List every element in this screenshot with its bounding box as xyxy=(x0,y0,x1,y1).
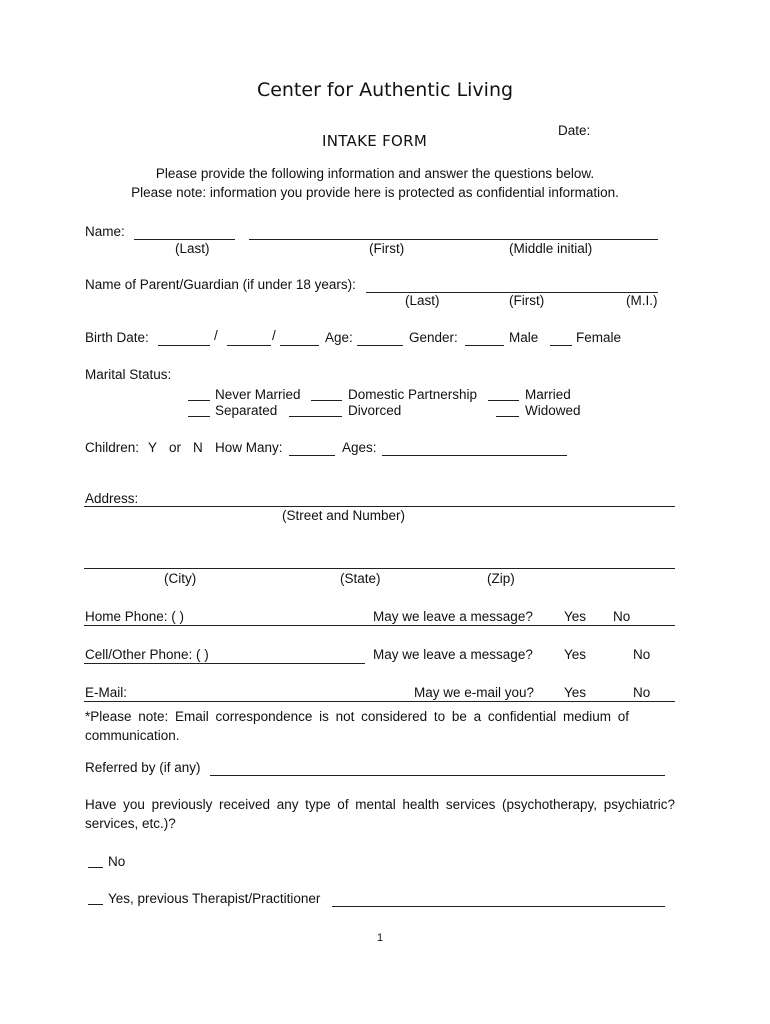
no-services-label: No xyxy=(108,854,126,869)
marital-status-label: Marital Status: xyxy=(85,367,172,382)
domestic-partnership-label: Domestic Partnership xyxy=(348,387,478,402)
how-many-label: How Many: xyxy=(215,440,283,455)
gender-male-label: Male xyxy=(509,330,539,345)
gender-female-blank[interactable] xyxy=(550,325,572,346)
how-many-field[interactable] xyxy=(289,435,335,456)
birth-date-label: Birth Date: xyxy=(85,330,149,345)
birth-date-separator-1: / xyxy=(214,328,218,343)
guardian-name-field[interactable] xyxy=(366,272,658,293)
mental-health-question: Have you previously received any type of mental health services (psychotherapy, psychiatric? services, etc.)? xyxy=(85,797,675,831)
age-label: Age: xyxy=(325,330,353,345)
home-message-no[interactable]: No xyxy=(613,609,631,624)
cell-message-no[interactable]: No xyxy=(633,647,651,662)
cell-message-yes[interactable]: Yes xyxy=(564,647,587,662)
email-no[interactable]: No xyxy=(633,685,651,700)
date-field[interactable] xyxy=(596,121,690,141)
last-name-field[interactable] xyxy=(134,219,235,240)
first-middle-name-field[interactable] xyxy=(249,219,658,240)
date-label: Date: xyxy=(558,123,591,138)
separated-blank[interactable] xyxy=(188,399,210,417)
married-label: Married xyxy=(525,387,571,402)
birth-year-field[interactable] xyxy=(280,325,319,346)
middle-initial-caption: (Middle initial) xyxy=(509,241,593,256)
children-or-text: or xyxy=(169,440,182,455)
guardian-first-caption: (First) xyxy=(509,293,545,308)
cell-phone-label: Cell/Other Phone: ( ) xyxy=(85,647,209,662)
street-field[interactable] xyxy=(84,486,675,507)
city-caption: (City) xyxy=(164,571,197,586)
email-label: E-Mail: xyxy=(85,685,128,700)
home-message-question: May we leave a message? xyxy=(373,609,533,624)
referred-by-field[interactable] xyxy=(210,755,665,776)
no-services-blank[interactable] xyxy=(88,852,103,868)
email-question: May we e-mail you? xyxy=(414,685,535,700)
home-phone-label: Home Phone: ( ) xyxy=(85,609,185,624)
guardian-label: Name of Parent/Guardian (if under 18 years): xyxy=(85,277,356,292)
previous-therapist-field[interactable] xyxy=(332,886,665,907)
age-field[interactable] xyxy=(357,325,403,346)
children-yes-option[interactable]: Y xyxy=(148,440,158,455)
widowed-blank[interactable] xyxy=(496,399,519,417)
form-title: INTAKE FORM xyxy=(322,132,428,150)
page-number: 1 xyxy=(377,932,384,944)
city-state-zip-field[interactable] xyxy=(84,548,675,569)
children-label: Children: xyxy=(85,440,140,455)
zip-caption: (Zip) xyxy=(487,571,515,586)
gender-label: Gender: xyxy=(409,330,458,345)
divorced-blank[interactable] xyxy=(289,399,342,417)
last-name-caption: (Last) xyxy=(175,241,210,256)
guardian-mi-caption: (M.I.) xyxy=(626,293,658,308)
email-yes[interactable]: Yes xyxy=(564,685,587,700)
separated-label: Separated xyxy=(215,403,278,418)
cell-message-question: May we leave a message? xyxy=(373,647,533,662)
intro-line-1: Please provide the following information and answer the questions below. xyxy=(155,166,595,181)
divorced-label: Divorced xyxy=(348,403,402,418)
address-label: Address: xyxy=(85,491,139,506)
gender-female-label: Female xyxy=(576,330,622,345)
birth-day-field[interactable] xyxy=(227,325,271,346)
email-confidentiality-note: *Please note: Email correspondence is not considered to be a confidential medium of communication. xyxy=(85,709,629,743)
widowed-label: Widowed xyxy=(525,403,581,418)
name-label: Name: xyxy=(85,224,125,239)
referred-by-label: Referred by (if any) xyxy=(85,760,201,775)
birth-month-field[interactable] xyxy=(158,325,210,346)
first-name-caption: (First) xyxy=(369,241,405,256)
intro-line-2: Please note: information you provide here is protected as confidential information. xyxy=(131,185,619,200)
organization-title: Center for Authentic Living xyxy=(256,79,514,101)
guardian-last-caption: (Last) xyxy=(405,293,440,308)
email-field[interactable] xyxy=(84,681,675,702)
gender-male-blank[interactable] xyxy=(465,325,504,346)
ages-field[interactable] xyxy=(382,435,567,456)
street-caption: (Street and Number) xyxy=(282,508,406,523)
children-no-option[interactable]: N xyxy=(193,440,203,455)
yes-services-blank[interactable] xyxy=(88,889,103,905)
birth-date-separator-2: / xyxy=(272,328,276,343)
never-married-label: Never Married xyxy=(215,387,301,402)
state-caption: (State) xyxy=(340,571,381,586)
ages-label: Ages: xyxy=(342,440,377,455)
home-message-yes[interactable]: Yes xyxy=(564,609,587,624)
yes-services-label: Yes, previous Therapist/Practitioner xyxy=(108,891,321,906)
